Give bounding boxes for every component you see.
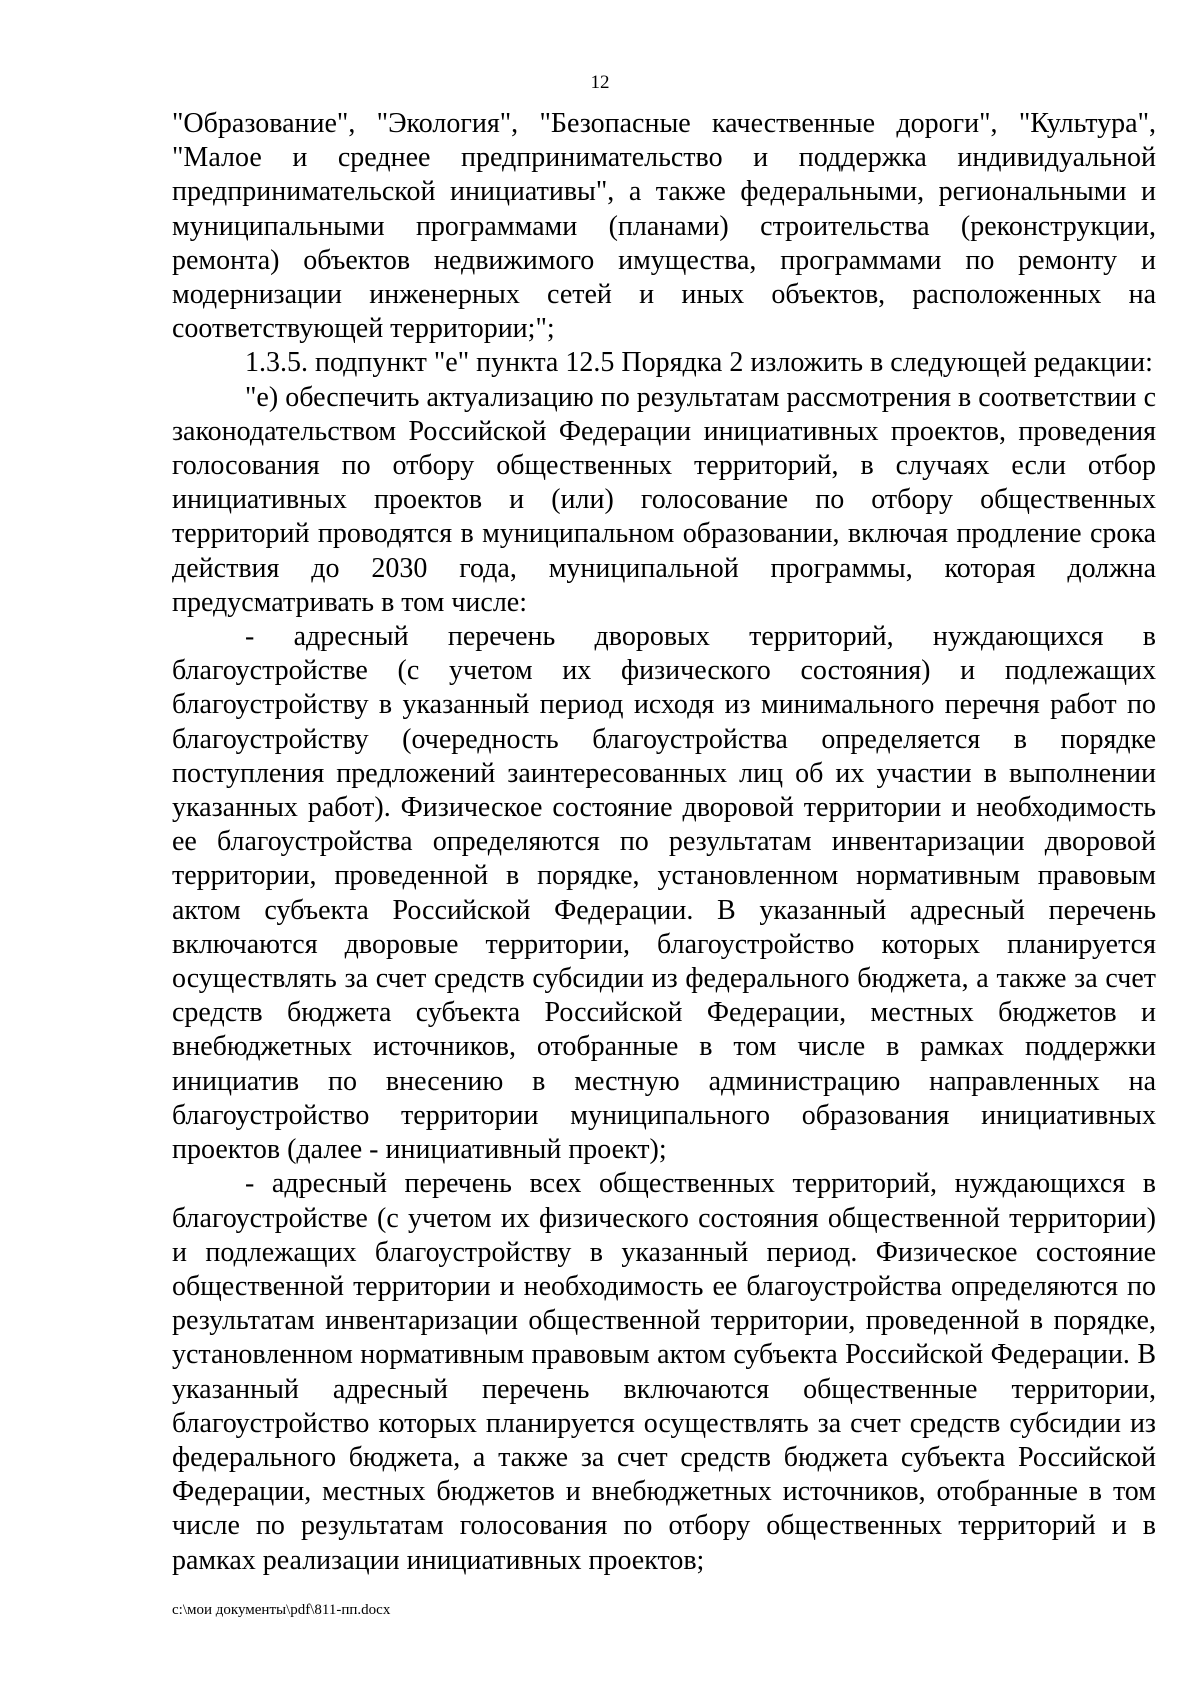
footer-file-path: c:\мои документы\pdf\811-пп.docx	[172, 1602, 391, 1618]
paragraph-subitem-e: "е) обеспечить актуализацию по результатам рассмотрения в соответствии с законодательством Российской Федерации инициативных проектов, проведения голосования по отбору общественных территорий, в случаях если отбор инициативных проектов и (или) голосование по отбору общественных территорий проводятся в муниципальном образовании, включая продление срока действия до 2030 года, муниципальной программы, которая должна предусматривать в том числе:	[172, 381, 1156, 618]
paragraph-continuation: "Образование", "Экология", "Безопасные качественные дороги", "Культура", "Малое и среднее предпринимательство и поддержка индивидуальной предпринимательской инициативы", а также федеральными, региональными и муниципальными программами (планами) строительства (реконструкции, ремонта) объектов недвижимого имущества, программами по ремонту и модернизации инженерных сетей и иных объектов, расположенных на соответствующей территории;";	[172, 108, 1156, 345]
page-number: 12	[590, 72, 610, 93]
document-body	[172, 107, 1156, 1578]
paragraph-courtyard-list: - адресный перечень дворовых территорий, нуждающихся в благоустройстве (с учетом их физического состояния) и подлежащих благоустройству в указанный период исходя из минимального перечня работ по благоустройству (очередность благоустройства определяется в порядке поступления предложений заинтересованных лиц об их участии в выполнении указанных работ). Физическое состояние дворовой территории и необходимость ее благоустройства определяются по результатам инвентаризации дворовой территории, проведенной в порядке, установленном нормативным правовым актом субъекта Российской Федерации. В указанный адресный перечень включаются дворовые территории, благоустройство которых планируется осуществлять за счет средств субсидии из федерального бюджета, а также за счет средств бюджета субъекта Российской Федерации, местных бюджетов и внебюджетных источников, отобранные в том числе в рамках поддержки инициатив по внесению в местную администрацию направленных на благоустройство территории муниципального образования инициативных проектов (далее - инициативный проект);	[172, 621, 1156, 1166]
paragraph-item-1-3-5: 1.3.5. подпункт "е" пункта 12.5 Порядка 2 изложить в следующей редакции:	[245, 347, 1153, 379]
paragraph-public-territories-list: - адресный перечень всех общественных территорий, нуждающихся в благоустройстве (с учетом их физического состояния общественной территории) и подлежащих благоустройству в указанный период. Физическое состояние общественной территории и необходимость ее благоустройства определяются по результатам инвентаризации общественной территории, проведенной в порядке, установленном нормативным правовым актом субъекта Российской Федерации. В указанный адресный перечень включаются общественные территории, благоустройство которых планируется осуществлять за счет средств субсидии из федерального бюджета, а также за счет средств бюджета субъекта Российской Федерации, местных бюджетов и внебюджетных источников, отобранные в том числе по результатам голосования по отбору общественных территорий и в рамках реализации инициативных проектов;	[172, 1168, 1156, 1576]
